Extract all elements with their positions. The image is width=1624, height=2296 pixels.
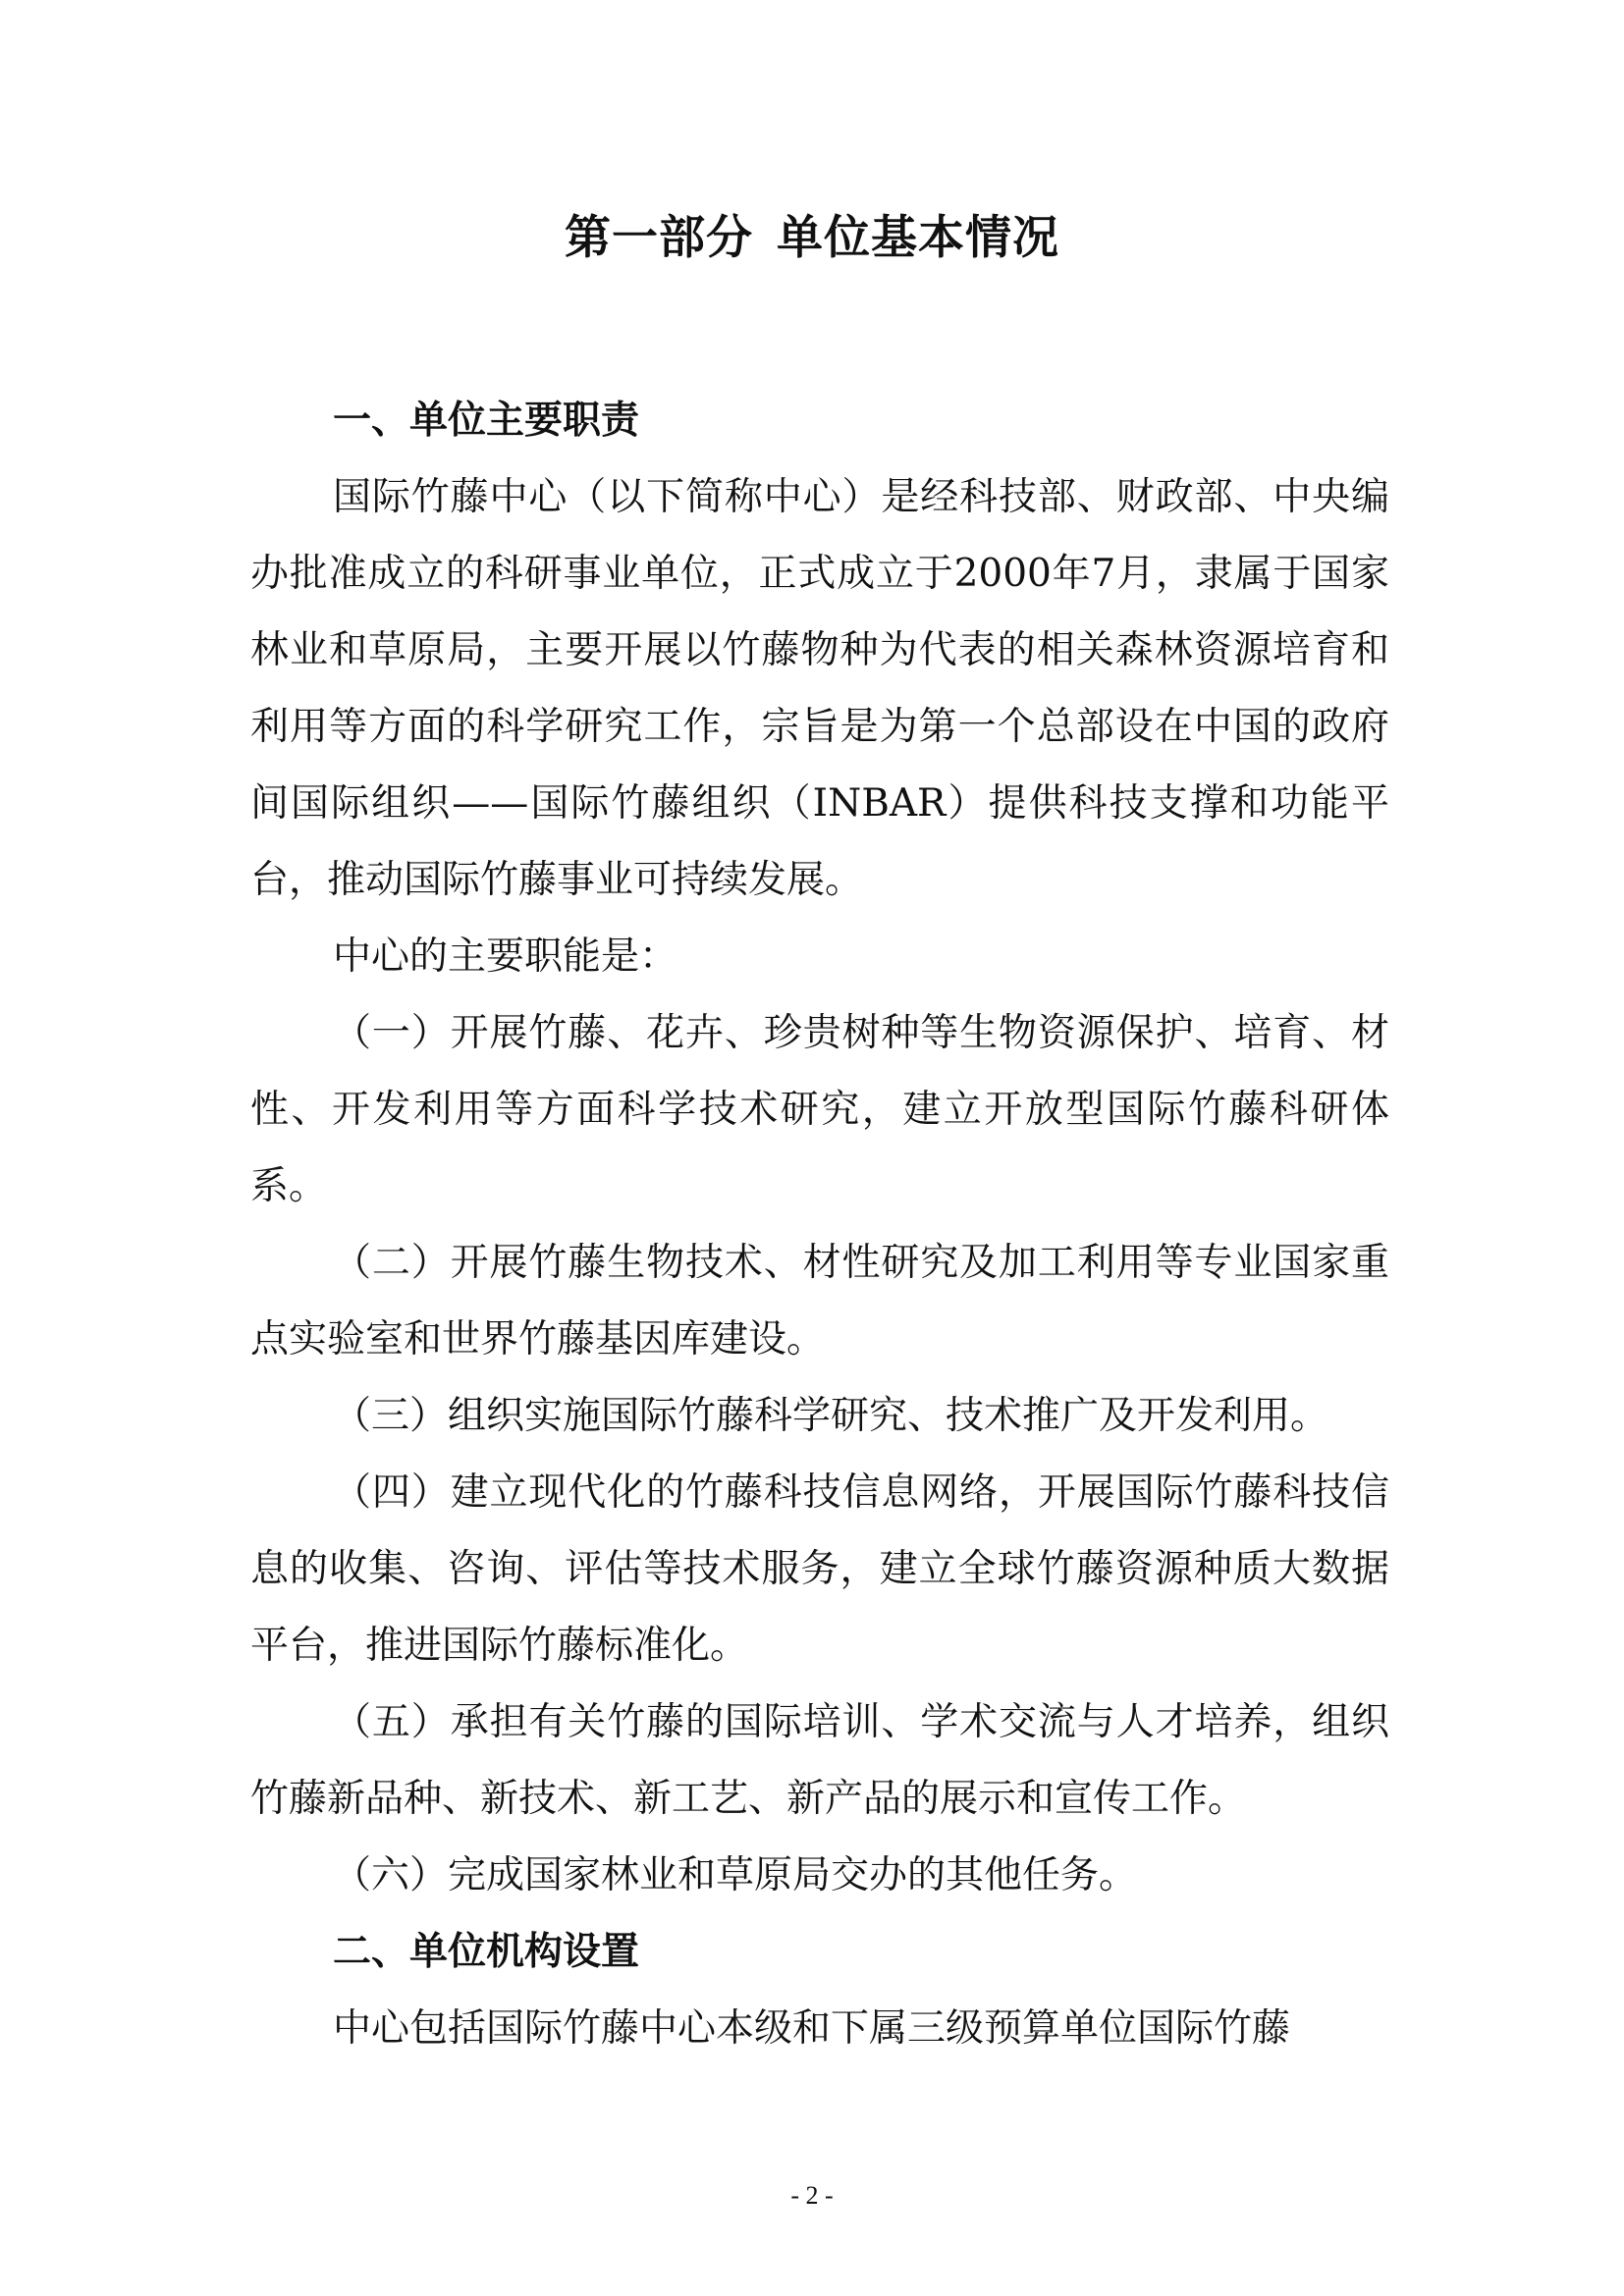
page-title xyxy=(0,201,1624,267)
section-heading-duties: 一、单位主要职责 xyxy=(333,399,640,443)
paragraph-functions-lead: 中心的主要职能是： xyxy=(333,934,678,979)
paragraph-function-4: （四）建立现代化的竹藤科技信息网络，开展国际竹藤科技信息的收集、咨询、评估等技术服务，建立全球竹藤资源种质大数据平台，推进国际竹藤标准化。 xyxy=(250,1470,1389,1668)
paragraph-function-3: （三）组织实施国际竹藤科学研究、技术推广及开发利用。 xyxy=(333,1394,1329,1438)
document-body xyxy=(250,383,1389,2067)
title-part: 第一部分 xyxy=(565,211,753,265)
paragraph-intro: 国际竹藤中心（以下简称中心）是经科技部、财政部、中央编办批准成立的科研事业单位，正式成立于2000年7月，隶属于国家林业和草原局，主要开展以竹藤物种为代表的相关森林资源培育和利用等方面的科学研究工作，宗旨是为第一个总部设在中国的政府间国际组织——国际竹藤组织（INBAR）提供科技支撑和功能平台，推动国际竹藤事业可持续发展。 xyxy=(250,475,1389,902)
paragraph-function-5: （五）承担有关竹藤的国际培训、学术交流与人才培养，组织竹藤新品种、新技术、新工艺、新产品的展示和宣传工作。 xyxy=(250,1700,1389,1821)
page-number: - 2 - xyxy=(790,2181,834,2210)
section-heading-structure: 二、单位机构设置 xyxy=(333,1930,640,1974)
paragraph-structure: 中心包括国际竹藤中心本级和下属三级预算单位国际竹藤 xyxy=(333,2006,1291,2051)
paragraph-function-1: （一）开展竹藤、花卉、珍贵树种等生物资源保护、培育、材性、开发利用等方面科学技术研究，建立开放型国际竹藤科研体系。 xyxy=(250,1011,1389,1208)
paragraph-function-6: （六）完成国家林业和草原局交办的其他任务。 xyxy=(333,1853,1138,1897)
paragraph-function-2: （二）开展竹藤生物技术、材性研究及加工利用等专业国家重点实验室和世界竹藤基因库建设。 xyxy=(250,1241,1389,1362)
title-name: 单位基本情况 xyxy=(777,211,1059,265)
